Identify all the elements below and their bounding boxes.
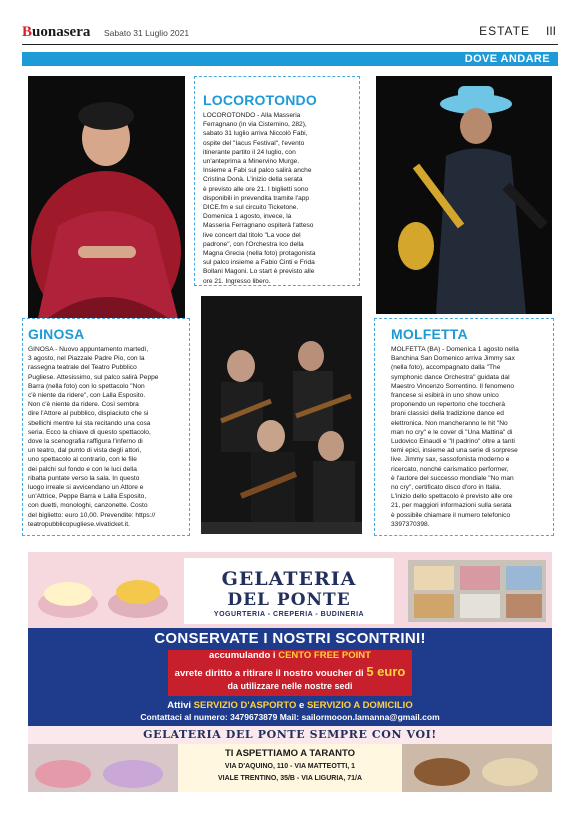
text-line: DICE.fm e sul circuito Ticketone. (203, 204, 299, 212)
text-line: live concert dal titolo "La voce del (203, 231, 301, 239)
text-line: ospite del "Iacus Festival", l'evento (203, 139, 305, 147)
text-line: c'è niente da ridere", con Lalla Esposito. (28, 392, 146, 400)
ad-cakes-left (28, 744, 178, 792)
text-line: dire l'Attore al pubblico, dispiaciuto che si (28, 410, 149, 418)
logo-line-2: DEL PONTE (227, 590, 351, 610)
text-line: symphonic dance Orchestra" guidata dal (391, 373, 510, 381)
text-line: Ferragnano (in via Cisternino, 282), (203, 121, 307, 129)
ad-headline: CONSERVATE I NOSTRI SCONTRINI! (154, 630, 426, 647)
ad-contacts: Contattaci al numero: 3479673879 Mail: sailormooon.lamanna@gmail.com (140, 712, 440, 722)
ginosa-photo (28, 76, 185, 318)
ad-middle-band (28, 628, 552, 726)
text-line: un'Attrice, Peppe Barra e Lalla Esposito, (28, 493, 147, 501)
ad-line-1: accumulando i CENTO FREE POINT (209, 650, 371, 661)
text-line: del biglietto: euro 10,00. Prevendite: https:// (28, 511, 156, 519)
text-line: ribalta puntate verso la sala. In questo (28, 474, 140, 482)
text-line: sul palco insieme a Fabio Cinti e Frida (203, 259, 315, 267)
ad-services: Attivi SERVIZIO D'ASPORTO e SERVIZIO A DOMICILIO (167, 700, 413, 711)
ad-voucher-panel (168, 650, 412, 696)
text-line: Banchina San Domenico arriva Jimmy sax (391, 355, 515, 363)
text-line: ricercato, nonché carismatico performer, (391, 465, 509, 473)
text-line: luogo irreale si avvicendano un Attore e (28, 484, 144, 492)
text-line: 3 agosto, nel Piazzale Padre Pio, con la (28, 355, 145, 363)
text-line: uno spettacolo al contrario, con le file (28, 456, 137, 464)
text-line: man no cry" e le cover di "Una Mattina" di (391, 428, 513, 436)
text-line: MOLFETTA (BA) - Domenica 1 agosto nella (391, 346, 519, 353)
text-line: Barra (nella foto) con lo spettacolo "Non (28, 382, 145, 390)
text-line: Insieme a Fabi sul palco salirà anche (203, 167, 312, 175)
text-line: disponibili in prevendita tramite l'app (203, 194, 310, 202)
text-line: è possibile chiamare il numero telefonico (391, 511, 511, 519)
logo-line-1: GELATERIA (221, 568, 357, 590)
ad-slogan: GELATERIA DEL PONTE SEMPRE CON VOI! (143, 728, 437, 741)
text-line: Domenica 1 agosto, invece, la (203, 213, 292, 221)
section-banner (22, 52, 558, 66)
molfetta-body (391, 345, 551, 529)
text-line: live. Jimmy sax, sassofonista moderno e (391, 456, 510, 464)
address-line-1: VIA D'AQUINO, 110 - VIA MATTEOTTI, 1 (224, 763, 356, 770)
text-line: teatropubblicopugliese.vivaticket.it. (28, 520, 130, 528)
text-line: proponendo un repertorio che toccherà (391, 401, 506, 409)
text-line: è l'autore del successo mondiale "No man (391, 474, 514, 482)
text-line: dei palchi sul fondo e con le luci della (28, 465, 137, 473)
molfetta-photo (376, 76, 552, 314)
text-line: Bollani Magoni. Lo start è previsto alle (203, 268, 315, 276)
text-line: rassegna teatrale del Teatro Pubblico (28, 364, 137, 372)
section-name: ESTATE (479, 24, 530, 38)
text-line: temi epici, insieme ad una serie di sorprese (391, 447, 518, 455)
text-line: Cristina Donà. L'inizio della serata (203, 176, 303, 184)
masthead: Buonasera (22, 24, 91, 40)
issue-date: Sabato 31 Luglio 2021 (104, 28, 190, 38)
text-line: francese si esibirà in uno show unico (391, 392, 499, 400)
ad-line-2: avrete diritto a ritirare il nostro voucher di 5 euro (174, 664, 406, 679)
text-line: 21, per maggiori informazioni sulla serata (391, 502, 512, 510)
address-title: TI ASPETTIAMO A TARANTO (224, 748, 355, 759)
ad-logo (184, 558, 394, 624)
text-line: no cry", certificato disco d'oro in Italia. (391, 484, 502, 492)
logo-line-3: YOGURTERIA - CREPERIA - BUDINERIA (213, 611, 365, 618)
text-line: itinerante partito il 24 luglio, con (203, 148, 296, 156)
ad-address-block (178, 744, 402, 792)
text-line: elettronica. Non mancheranno le hit "No (391, 419, 508, 427)
text-line: sabato 31 luglio arriva Niccolò Fabi, (203, 130, 308, 138)
text-line: 3397370398. (391, 520, 430, 528)
text-line: Masseria Ferragnano ospiterà l'atteso (203, 222, 314, 230)
text-line: padrone", con l'Orchestra Ico della (203, 240, 304, 248)
locorotondo-body (203, 111, 355, 286)
text-line: (nella foto), accompagnato dalla "The (391, 364, 501, 372)
ad-line-3: da utilizzare nelle nostre sedi (227, 681, 353, 691)
banner-label: DOVE ANDARE (464, 53, 550, 65)
header-rule (22, 44, 558, 45)
text-line: Pugliese. Attesissimo, sul palco salirà Peppe (28, 373, 159, 381)
text-line: Ludovico Einaudi e "Il padrino" oltre a tanti (391, 438, 515, 446)
text-line: Non c'è niente da ridere. Così sembra (28, 401, 139, 409)
text-line: seria. Ecco la chiave di questo spettacolo, (28, 428, 151, 436)
ad-cakes-right (402, 744, 552, 792)
locorotondo-photo (201, 296, 362, 534)
text-line: Magna Grecia (nella foto) protagonista (203, 250, 316, 258)
ginosa-body (28, 345, 186, 529)
locorotondo-heading: LOCOROTONDO (203, 92, 317, 108)
text-line: con duetti, monologhi, canzonette. Costo (28, 502, 148, 510)
text-line: sbellichi mentre lui sta recitando una cosa (28, 419, 151, 427)
text-line: dove la scenografia raffigura l'inferno di (28, 438, 143, 446)
text-line: è previsto alle ore 21. I biglietti sono (203, 185, 309, 193)
text-line: GINOSA - Nuovo appuntamento martedì, (28, 346, 149, 353)
text-line: ore 21. Ingresso libero. (203, 277, 271, 285)
text-line: brani classici della tradizione dance ed (391, 410, 504, 418)
gelateria-ad (28, 552, 552, 792)
text-line: Maestro Vincenzo Sorrentino. Il fenomeno (391, 382, 515, 390)
address-line-2: VIALE TRENTINO, 35/B - VIA LIGURIA, 71/A (217, 775, 363, 782)
text-line: un teatro, dal punto di vista degli attori, (28, 447, 142, 455)
text-line: LOCOROTONDO - Alla Masseria (203, 112, 301, 119)
ginosa-heading: GINOSA (28, 326, 85, 342)
molfetta-heading: MOLFETTA (391, 326, 468, 342)
text-line: un'anteprima a Minervino Murge. (203, 158, 300, 166)
page-number: III (545, 24, 556, 38)
text-line: L'inizio dello spettacolo è previsto alle ore (391, 493, 513, 501)
